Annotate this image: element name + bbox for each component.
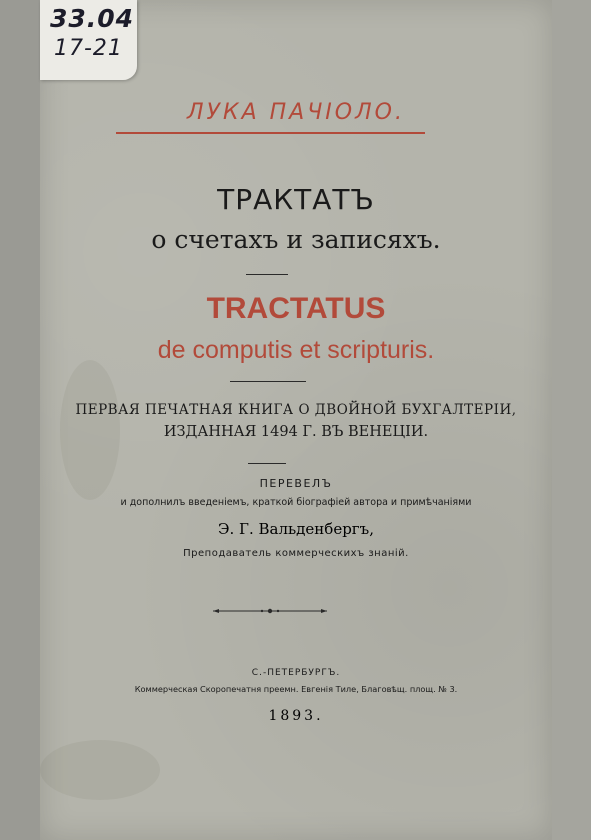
description-line1: ПЕРВАЯ ПЕЧАТНАЯ КНИГА О ДВОЙНОЙ БУХГАЛТЕРІИ, <box>75 402 517 418</box>
publication-year: 1893. <box>268 708 324 724</box>
translator-name: Э. Г. Вальденбергъ, <box>218 520 374 538</box>
subtitle-russian: о счетахъ и записяхъ. <box>151 225 441 254</box>
title-latin: TRACTATUS <box>206 292 386 325</box>
divider <box>248 463 286 464</box>
call-number-line1: 33.04 <box>50 4 135 33</box>
description-line2: ИЗДАННАЯ 1494 Г. ВЪ ВЕНЕЦІИ. <box>163 424 429 440</box>
divider <box>246 274 288 275</box>
subtitle-latin: de computis et scripturis. <box>157 336 435 364</box>
paper-stain <box>40 740 160 800</box>
title-russian: ТРАКТАТЪ <box>217 183 375 216</box>
publication-city: С.-ПЕТЕРБУРГЪ. <box>251 668 341 678</box>
printing-press: Коммерческая Скоропечатня преемн. Евгенія Тиле, Благовѣщ. площ. № 3. <box>134 684 458 694</box>
translated-by-label: ПЕРЕВЕЛЪ <box>259 477 333 490</box>
page-edge <box>552 0 591 840</box>
ornament-divider <box>213 606 327 616</box>
author-underline <box>116 132 425 134</box>
author-name: ЛУКА ПАЧІОЛО. <box>187 100 405 125</box>
divider <box>230 381 306 382</box>
intro-line: и дополнилъ введеніемъ, краткой біографіей автора и примѣчаніями <box>120 497 472 508</box>
call-number-line2: 17-21 <box>54 36 123 61</box>
translator-role: Преподаватель коммерческихъ знаній. <box>183 548 409 559</box>
